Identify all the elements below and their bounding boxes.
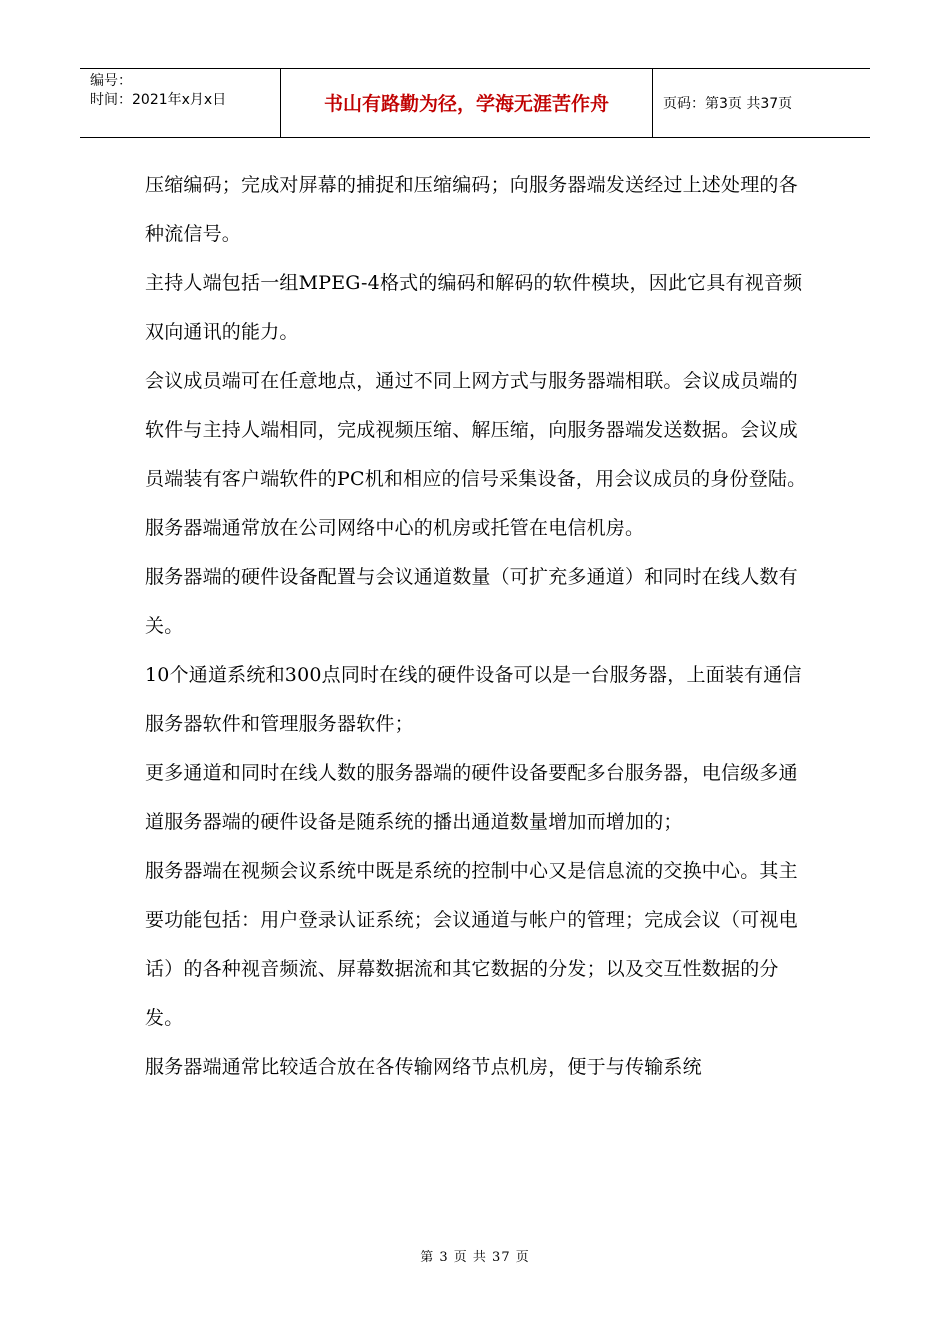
paragraph-3: 会议成员端可在任意地点，通过不同上网方式与服务器端相联。会议成员端的软件与主持人端相同，完成视频压缩、解压缩，向服务器端发送数据。会议成员端装有客户端软件的PC机和相应的信号采集设备，用会议成员的身份登陆。 bbox=[145, 370, 807, 490]
paragraph-5: 服务器端的硬件设备配置与会议通道数量（可扩充多通道）和同时在线人数有关。 bbox=[145, 566, 798, 637]
document-date: 时间：2021年x月x日 bbox=[90, 92, 227, 108]
paragraph-2: 主持人端包括一组MPEG-4格式的编码和解码的软件模块，因此它具有视音频双向通讯的能力。 bbox=[145, 272, 803, 343]
paragraph-9: 服务器端通常比较适合放在各传输网络节点机房，便于与传输系统 bbox=[145, 1056, 702, 1078]
page-footer: 第 3 页 共 37 页 bbox=[420, 1250, 530, 1265]
document-number-label: 编号： bbox=[90, 73, 132, 89]
document-body bbox=[145, 161, 810, 1092]
header-meta bbox=[80, 69, 281, 137]
paragraph-8: 服务器端在视频会议系统中既是系统的控制中心又是信息流的交换中心。其主要功能包括：用户登录认证系统；会议通道与帐户的管理；完成会议（可视电话）的各种视音频流、屏幕数据流和其它数据的分发；以及交互性数据的分发。 bbox=[145, 860, 798, 1029]
header-motto: 书山有路勤为径，学海无涯苦作舟 bbox=[281, 69, 653, 137]
paragraph-4: 服务器端通常放在公司网络中心的机房或托管在电信机房。 bbox=[145, 517, 645, 539]
header-page-info: 页码：第3页 共37页 bbox=[663, 96, 793, 112]
paragraph-1: 压缩编码；完成对屏幕的捕捉和压缩编码；向服务器端发送经过上述处理的各种流信号。 bbox=[145, 174, 798, 245]
document-header bbox=[80, 68, 870, 138]
paragraph-6: 10个通道系统和300点同时在线的硬件设备可以是一台服务器，上面装有通信服务器软件和管理服务器软件； bbox=[145, 664, 802, 735]
paragraph-7: 更多通道和同时在线人数的服务器端的硬件设备要配多台服务器，电信级多通道服务器端的硬件设备是随系统的播出通道数量增加而增加的； bbox=[145, 762, 798, 833]
